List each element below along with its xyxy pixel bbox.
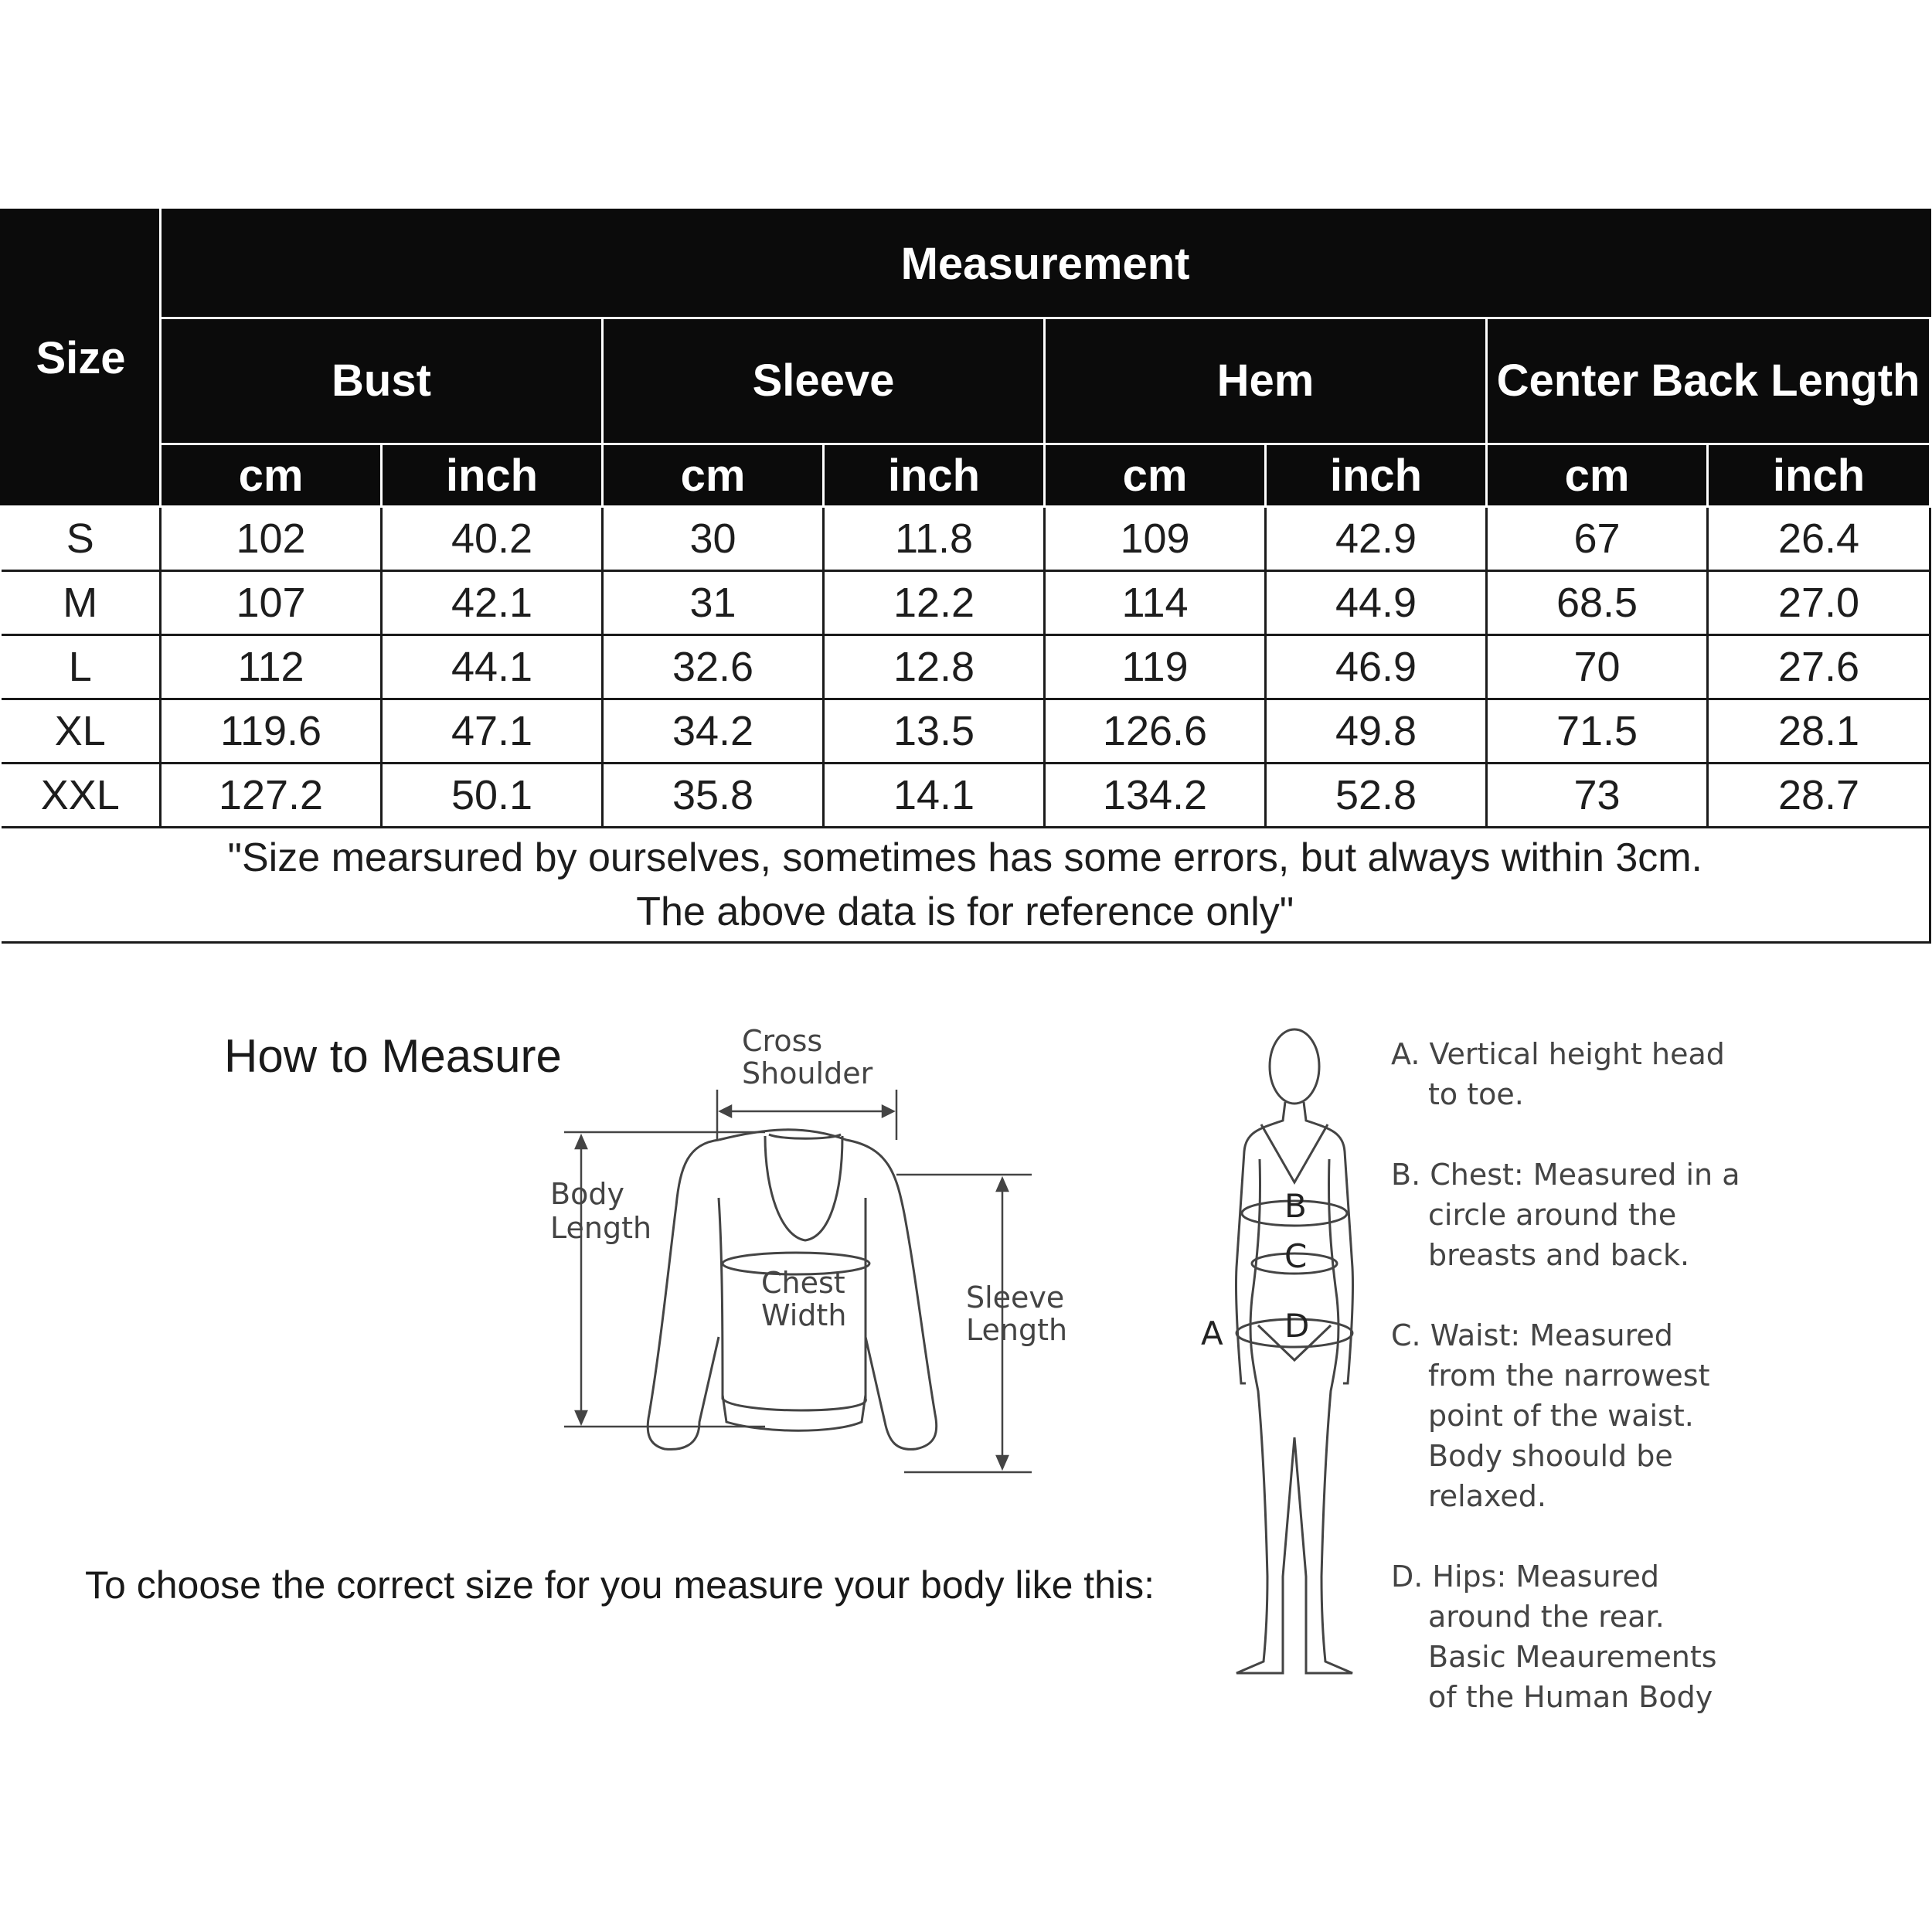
measure-note — [1391, 1155, 1824, 1275]
value-cell-center-back-length-inch: 28.1 — [1708, 699, 1930, 764]
size-chart-table — [0, 209, 1931, 944]
chest-width-label-2: Width — [761, 1298, 847, 1332]
measure-note-line: Basic Meaurements — [1428, 1640, 1717, 1674]
value-cell-sleeve-inch: 14.1 — [824, 764, 1045, 828]
size-cell: S — [2, 507, 161, 571]
value-cell-sleeve-cm: 30 — [603, 507, 824, 571]
size-cell: L — [2, 635, 161, 699]
value-cell-center-back-length-inch: 28.7 — [1708, 764, 1930, 828]
value-cell-center-back-length-inch: 27.6 — [1708, 635, 1930, 699]
value-cell-sleeve-cm: 31 — [603, 571, 824, 635]
value-cell-center-back-length-cm: 70 — [1487, 635, 1708, 699]
size-note-line-2: The above data is for reference only" — [636, 889, 1294, 934]
value-cell-hem-cm: 119 — [1045, 635, 1266, 699]
size-note-line-1: "Size mearsured by ourselves, sometimes has some errors, but always within 3cm. — [227, 835, 1703, 880]
value-cell-hem-inch: 52.8 — [1266, 764, 1487, 828]
value-cell-bust-inch: 40.2 — [382, 507, 603, 571]
unit-header-center-back-length-inch: inch — [1708, 444, 1930, 507]
measure-note-line: relaxed. — [1428, 1479, 1546, 1513]
value-cell-sleeve-cm: 35.8 — [603, 764, 824, 828]
value-cell-sleeve-cm: 34.2 — [603, 699, 824, 764]
letter-c-label: C — [1284, 1237, 1308, 1275]
value-cell-hem-inch: 46.9 — [1266, 635, 1487, 699]
cross-shoulder-label-1: Cross — [742, 1024, 823, 1058]
value-cell-bust-cm: 107 — [161, 571, 382, 635]
value-cell-hem-cm: 114 — [1045, 571, 1266, 635]
measure-note-line: breasts and back. — [1428, 1238, 1690, 1272]
value-cell-hem-cm: 109 — [1045, 507, 1266, 571]
body-measure-diagram — [1175, 1020, 1406, 1692]
unit-header-center-back-length-cm: cm — [1487, 444, 1708, 507]
size-cell: M — [2, 571, 161, 635]
measure-note-line: B. Chest: Measured in a — [1391, 1158, 1740, 1192]
garment-measure-diagram — [533, 1012, 1090, 1492]
measure-note — [1391, 1034, 1824, 1114]
body-length-label-2: Length — [550, 1211, 652, 1245]
measure-note-line: A. Vertical height head — [1391, 1037, 1725, 1071]
measure-note-line: D. Hips: Measured — [1391, 1560, 1659, 1594]
group-header-hem: Hem — [1045, 318, 1487, 444]
measure-note-line: C. Waist: Measured — [1391, 1318, 1673, 1352]
letter-d-label: D — [1284, 1307, 1310, 1345]
value-cell-hem-cm: 126.6 — [1045, 699, 1266, 764]
value-cell-center-back-length-cm: 67 — [1487, 507, 1708, 571]
value-cell-sleeve-cm: 32.6 — [603, 635, 824, 699]
measurement-notes — [1391, 1034, 1824, 1757]
letter-a-label: A — [1201, 1315, 1223, 1352]
group-header-bust: Bust — [161, 318, 603, 444]
letter-b-label: B — [1284, 1187, 1307, 1225]
table-row — [2, 571, 1930, 635]
choose-size-instructions: To choose the correct size for you measure your body like this: — [85, 1563, 1155, 1607]
value-cell-sleeve-inch: 12.2 — [824, 571, 1045, 635]
value-cell-bust-cm: 102 — [161, 507, 382, 571]
sleeve-length-label-1: Sleeve — [966, 1281, 1065, 1315]
value-cell-hem-inch: 44.9 — [1266, 571, 1487, 635]
value-cell-center-back-length-inch: 27.0 — [1708, 571, 1930, 635]
unit-header-hem-cm: cm — [1045, 444, 1266, 507]
chest-width-label-1: Chest — [761, 1266, 845, 1300]
group-header-sleeve: Sleeve — [603, 318, 1045, 444]
body-length-label-1: Body — [550, 1177, 624, 1211]
unit-header-sleeve-cm: cm — [603, 444, 824, 507]
table-row — [2, 699, 1930, 764]
measure-note-line: circle around the — [1428, 1198, 1677, 1232]
table-row — [2, 635, 1930, 699]
value-cell-center-back-length-cm: 68.5 — [1487, 571, 1708, 635]
measure-note-line: point of the waist. — [1428, 1399, 1694, 1433]
unit-header-hem-inch: inch — [1266, 444, 1487, 507]
value-cell-center-back-length-inch: 26.4 — [1708, 507, 1930, 571]
measure-note-line: to toe. — [1428, 1077, 1524, 1111]
value-cell-bust-inch: 42.1 — [382, 571, 603, 635]
measure-note-line: from the narrowest — [1428, 1359, 1710, 1393]
value-cell-bust-cm: 112 — [161, 635, 382, 699]
group-header-center-back-length: Center Back Length — [1487, 318, 1930, 444]
measure-note-line: Body shoould be — [1428, 1439, 1673, 1473]
value-cell-bust-inch: 50.1 — [382, 764, 603, 828]
value-cell-center-back-length-cm: 71.5 — [1487, 699, 1708, 764]
value-cell-bust-cm: 119.6 — [161, 699, 382, 764]
measure-note-line: around the rear. — [1428, 1600, 1665, 1634]
measure-note — [1391, 1315, 1824, 1516]
value-cell-center-back-length-cm: 73 — [1487, 764, 1708, 828]
measurement-header: Measurement — [161, 210, 1930, 318]
table-row — [2, 507, 1930, 571]
unit-header-bust-inch: inch — [382, 444, 603, 507]
measure-note — [1391, 1556, 1824, 1717]
value-cell-bust-inch: 47.1 — [382, 699, 603, 764]
size-cell: XXL — [2, 764, 161, 828]
size-header: Size — [2, 210, 161, 507]
sleeve-length-label-2: Length — [966, 1313, 1068, 1347]
value-cell-hem-inch: 42.9 — [1266, 507, 1487, 571]
unit-header-sleeve-inch: inch — [824, 444, 1045, 507]
value-cell-hem-cm: 134.2 — [1045, 764, 1266, 828]
value-cell-bust-inch: 44.1 — [382, 635, 603, 699]
value-cell-sleeve-inch: 13.5 — [824, 699, 1045, 764]
table-row — [2, 764, 1930, 828]
measure-note-line: of the Human Body — [1428, 1680, 1713, 1714]
cross-shoulder-label-2: Shoulder — [742, 1056, 873, 1090]
value-cell-bust-cm: 127.2 — [161, 764, 382, 828]
value-cell-hem-inch: 49.8 — [1266, 699, 1487, 764]
value-cell-sleeve-inch: 12.8 — [824, 635, 1045, 699]
how-to-measure-title: How to Measure — [224, 1030, 562, 1082]
size-cell: XL — [2, 699, 161, 764]
size-note — [2, 828, 1930, 943]
unit-header-bust-cm: cm — [161, 444, 382, 507]
value-cell-sleeve-inch: 11.8 — [824, 507, 1045, 571]
